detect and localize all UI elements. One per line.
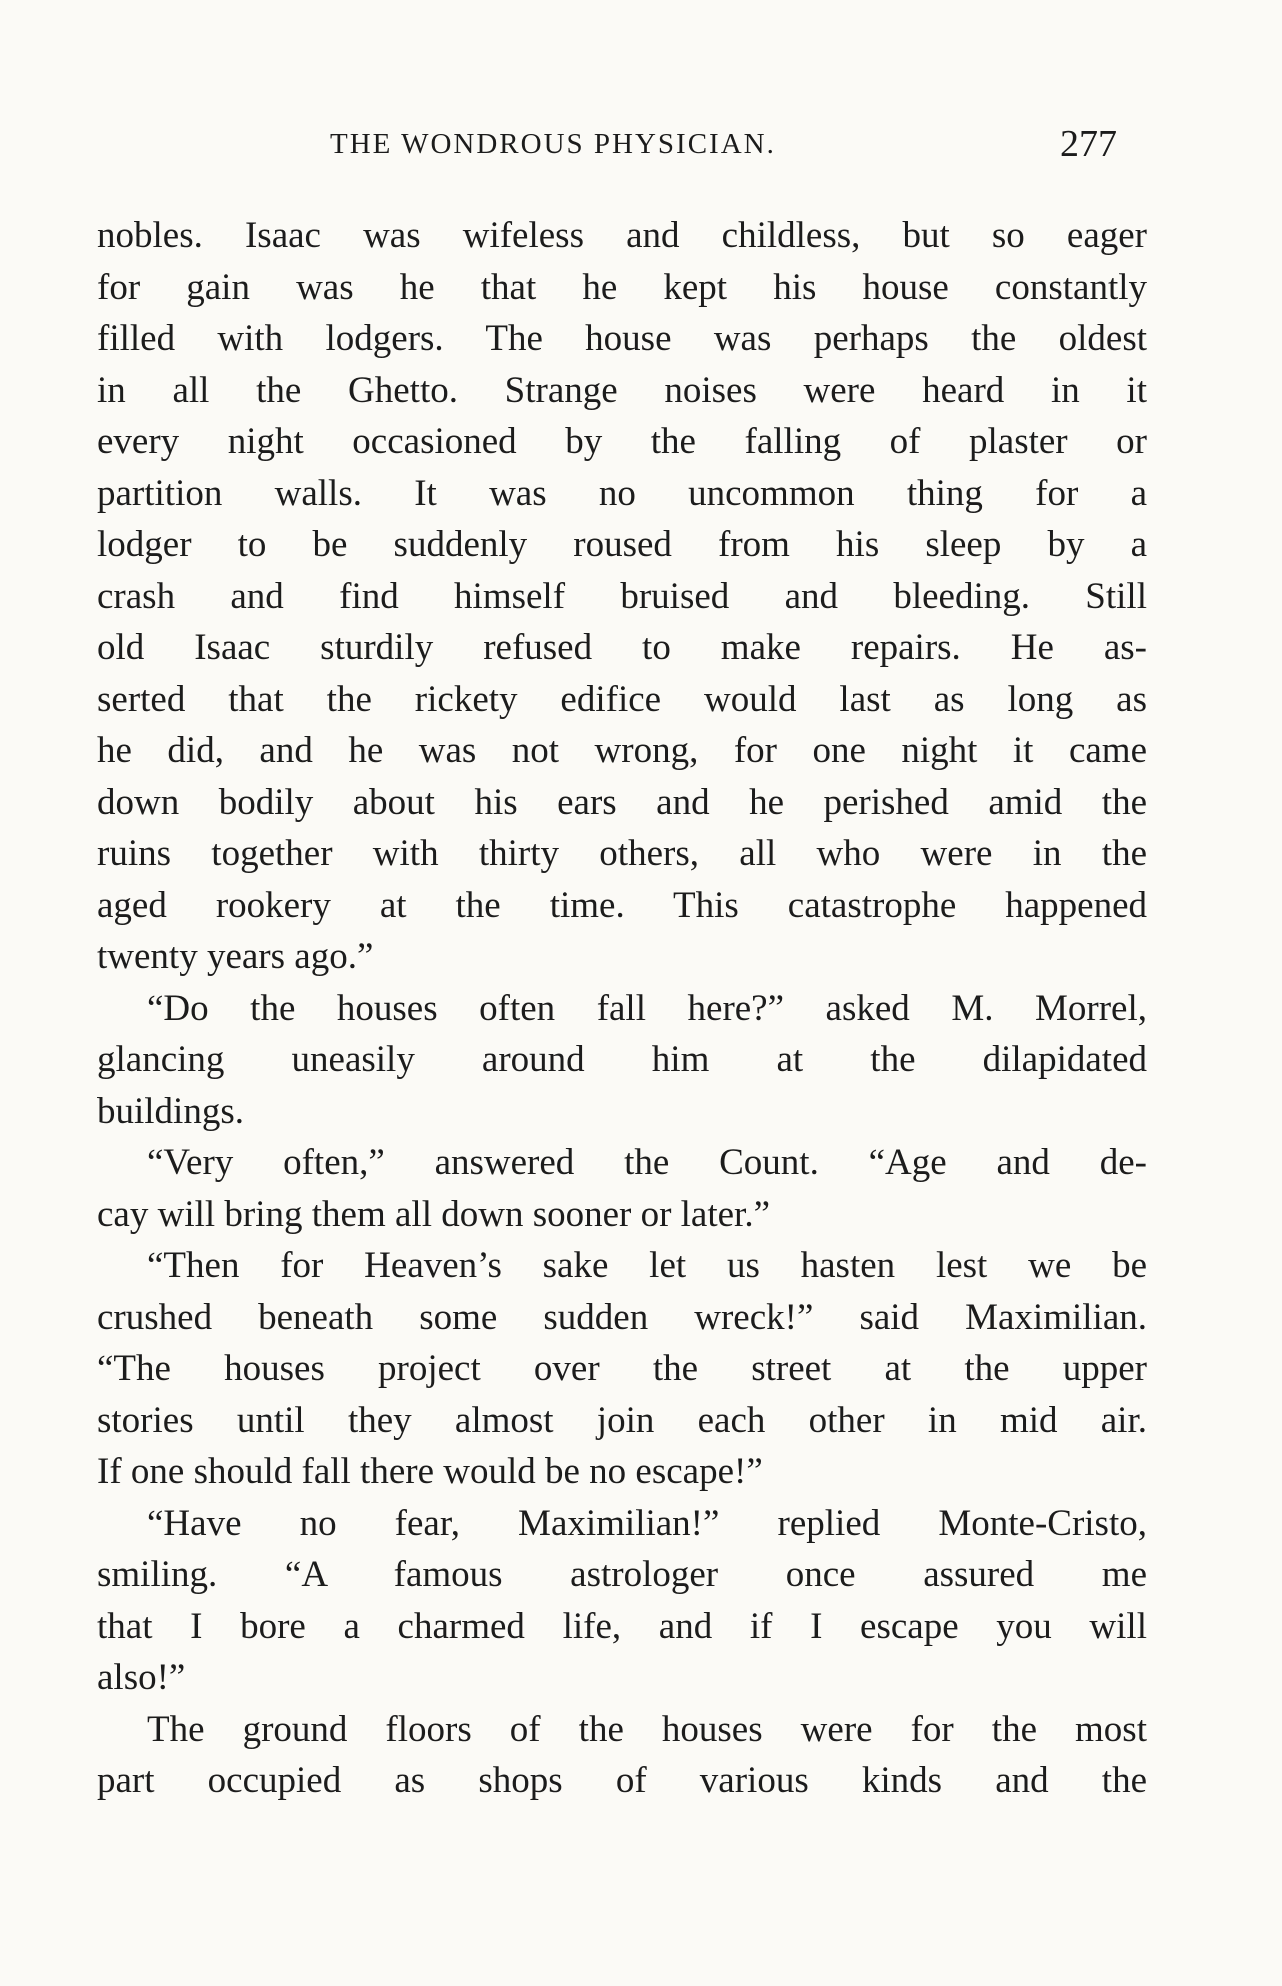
text-line: cay will bring them all down sooner or later.”: [97, 1193, 771, 1235]
text-line: he did, and he was not wrong, for one night it came: [97, 730, 1147, 771]
page-number: 277: [1060, 123, 1117, 165]
text-line: The ground floors of the houses were for the most: [147, 1708, 1147, 1750]
text-line: nobles. Isaac was wifeless and childless, but so eager: [97, 215, 1147, 256]
text-line: that I bore a charmed life, and if I escape you will: [97, 1605, 1147, 1647]
text-line: aged rookery at the time. This catastrophe happened: [97, 884, 1147, 926]
running-head: [0, 123, 1282, 168]
text-line: crushed beneath some sudden wreck!” said Maximilian.: [97, 1296, 1147, 1338]
text-line: “The houses project over the street at the upper: [97, 1348, 1147, 1389]
text-line: part occupied as shops of various kinds and the: [97, 1760, 1147, 1801]
text-line: filled with lodgers. The house was perhaps the oldest: [97, 318, 1147, 359]
text-line: every night occasioned by the falling of plaster or: [97, 421, 1147, 462]
text-line: buildings.: [97, 1090, 244, 1132]
text-line: “Very often,” answered the Count. “Age and de-: [147, 1142, 1147, 1183]
text-line: “Then for Heaven’s sake let us hasten lest we be: [147, 1245, 1147, 1286]
text-line: “Have no fear, Maximilian!” replied Monte-Cristo,: [147, 1502, 1147, 1544]
text-line: If one should fall there would be no escape!”: [97, 1451, 763, 1492]
text-line: for gain was he that he kept his house constantly: [97, 266, 1147, 308]
text-line: “Do the houses often fall here?” asked M. Morrel,: [147, 987, 1147, 1029]
text-line: down bodily about his ears and he perished amid the: [97, 781, 1147, 823]
text-line: also!”: [97, 1657, 186, 1698]
body-text: [97, 210, 1147, 1807]
text-line: ruins together with thirty others, all who were in the: [97, 833, 1147, 874]
text-line: stories until they almost join each other in mid air.: [97, 1399, 1147, 1441]
text-line: smiling. “A famous astrologer once assured me: [97, 1554, 1147, 1595]
text-line: lodger to be suddenly roused from his sleep by a: [97, 524, 1147, 565]
text-line: crash and find himself bruised and bleeding. Still: [97, 575, 1147, 617]
text-line: glancing uneasily around him at the dilapidated: [97, 1039, 1147, 1080]
text-line: in all the Ghetto. Strange noises were heard in it: [97, 369, 1147, 411]
running-title: THE WONDROUS PHYSICIAN.: [330, 128, 776, 160]
text-line: old Isaac sturdily refused to make repairs. He as-: [97, 627, 1147, 668]
text-line: partition walls. It was no uncommon thing for a: [97, 472, 1147, 514]
text-line: serted that the rickety edifice would last as long as: [97, 678, 1147, 720]
text-line: twenty years ago.”: [97, 936, 374, 977]
